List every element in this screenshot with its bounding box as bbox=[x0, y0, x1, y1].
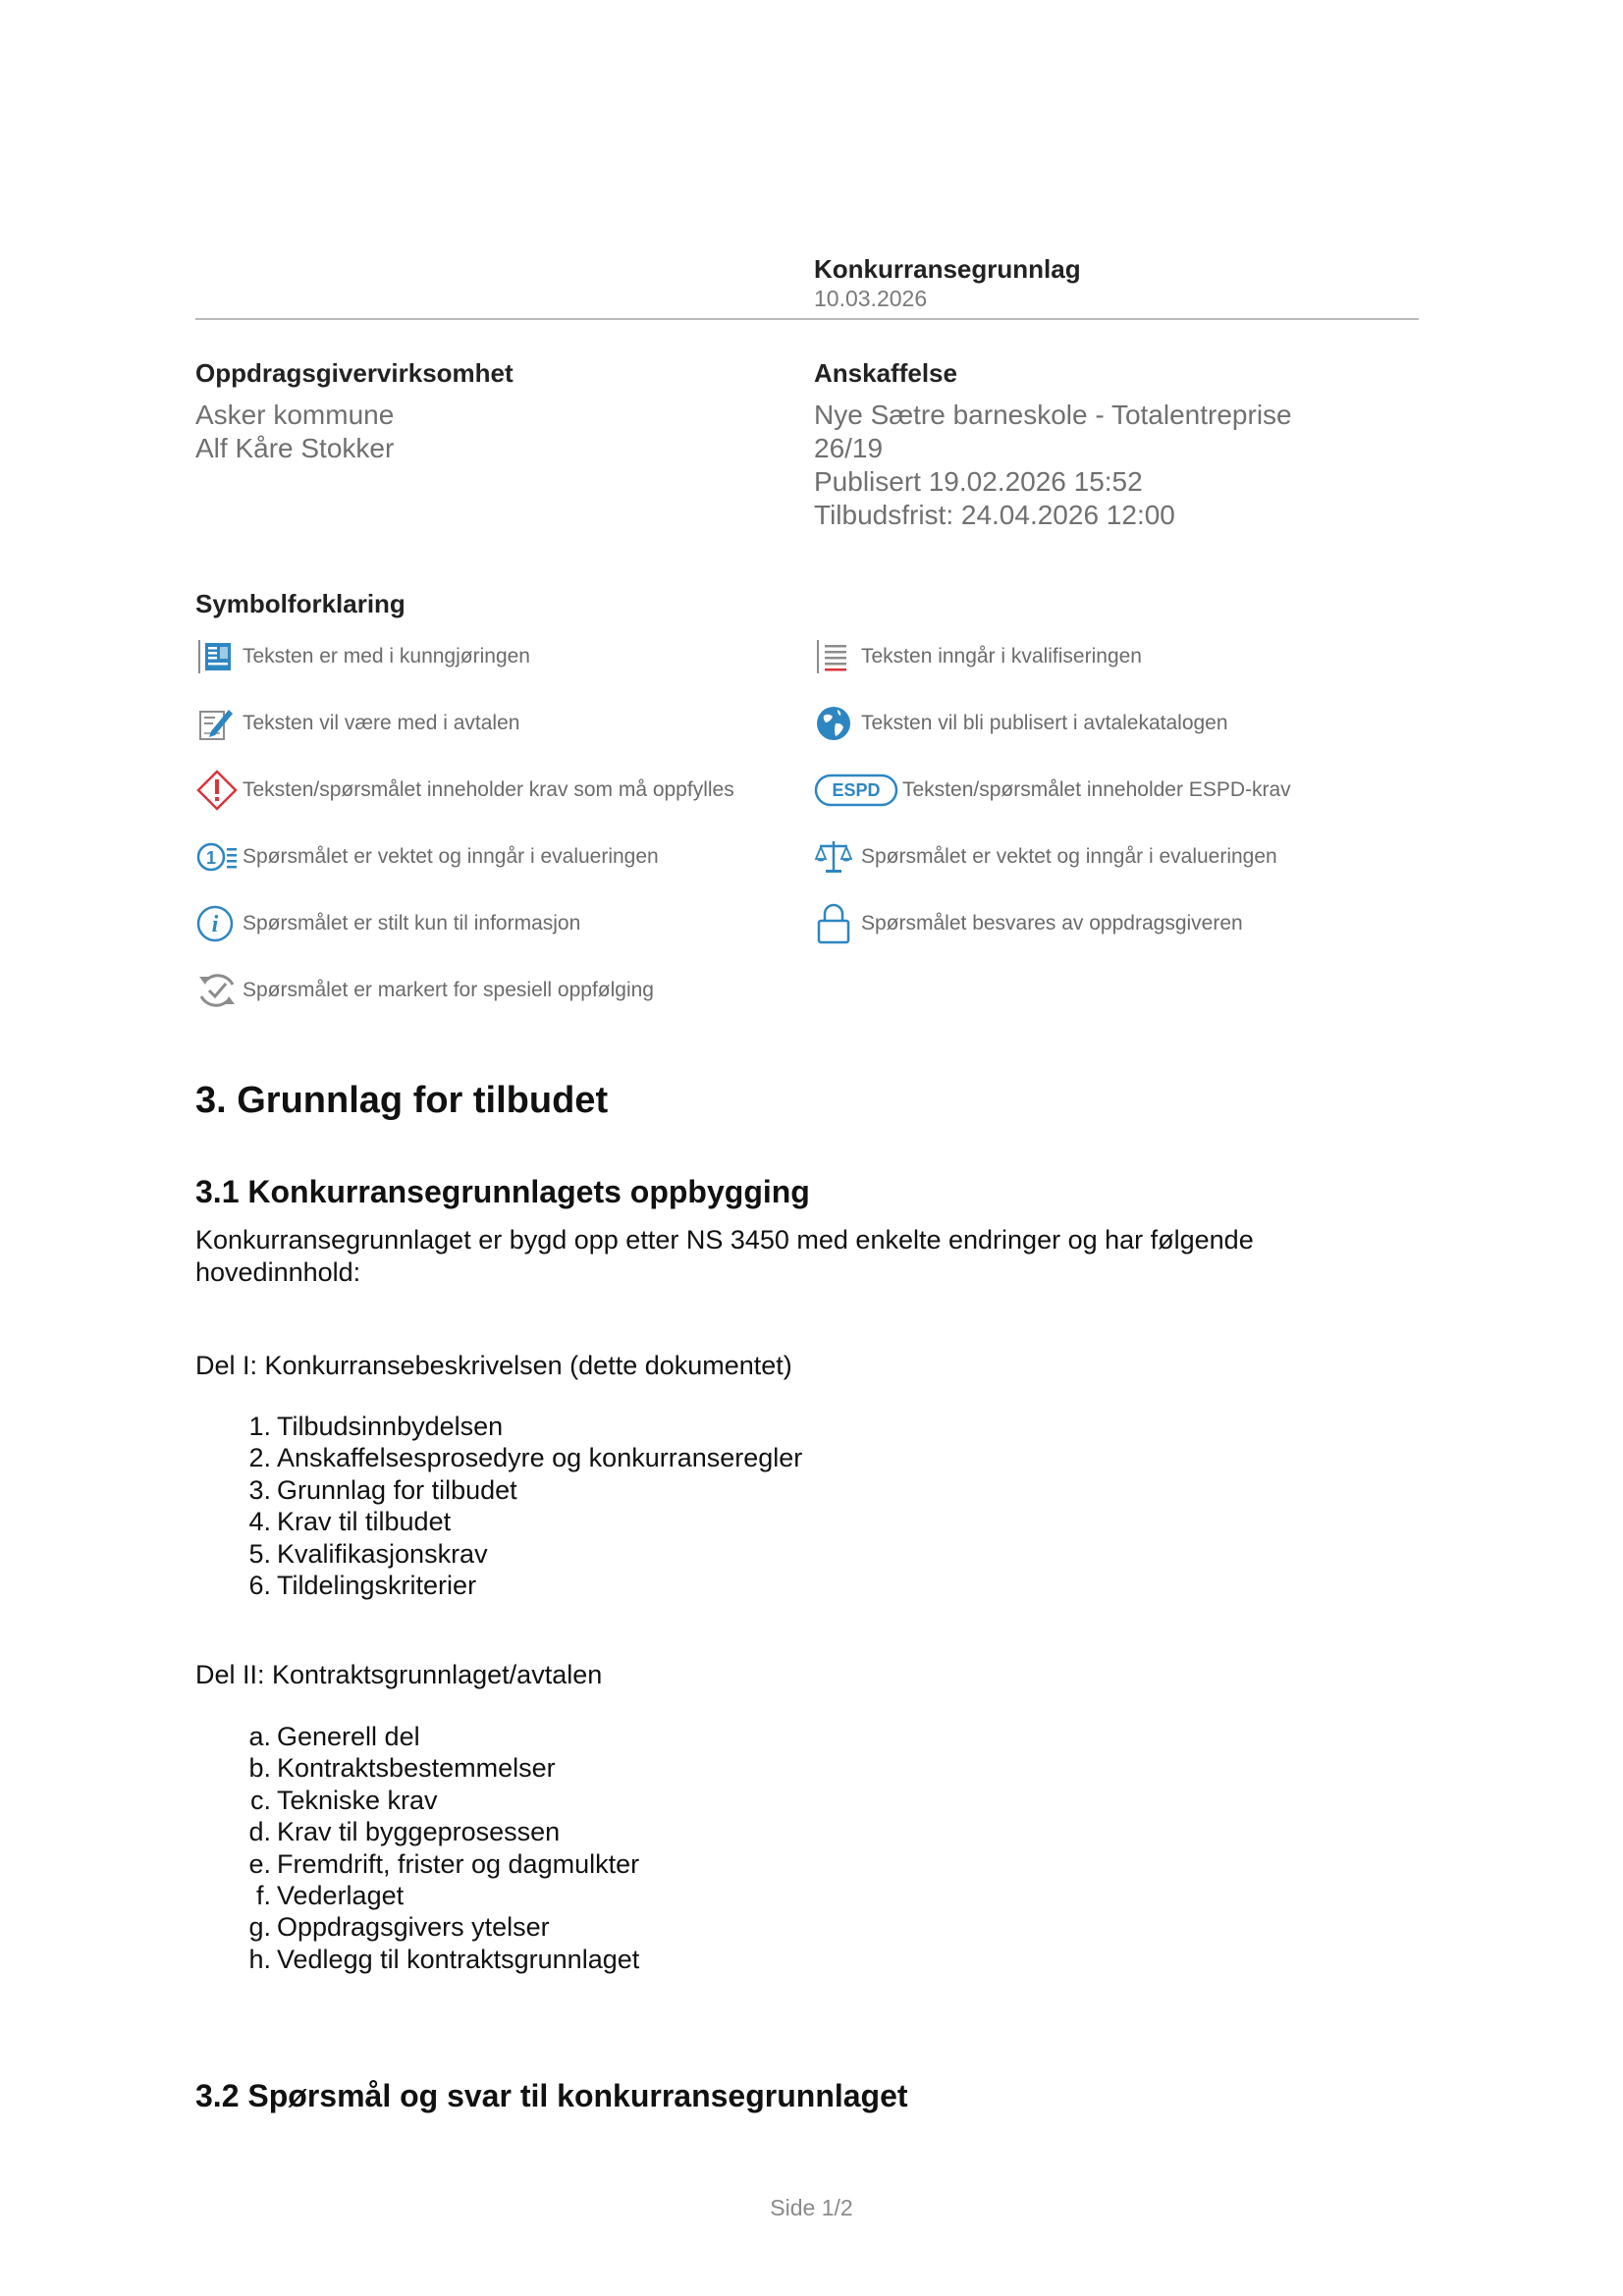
espd-badge-text: ESPD bbox=[832, 780, 881, 800]
document-type: Konkurransegrunnlag bbox=[814, 254, 1081, 284]
legend-item-espd bbox=[814, 768, 1291, 813]
subsection-intro: Konkurransegrunnlaget er bygd opp etter NS 3450 med enkelte endringer og har følgende hovedinnhold: bbox=[195, 1225, 1254, 1287]
announcement-icon bbox=[195, 634, 243, 679]
list-text: Krav til tilbudet bbox=[277, 1507, 452, 1537]
list-text: Tilbudsinnbydelsen bbox=[277, 1412, 504, 1441]
weighted-number-text: 1 bbox=[205, 848, 217, 868]
list-marker: 4. bbox=[248, 1507, 271, 1537]
list-item bbox=[236, 1721, 639, 1752]
legend-label: Spørsmålet er stilt kun til informasjon bbox=[243, 912, 581, 934]
list-marker: 3. bbox=[248, 1474, 271, 1505]
list-item bbox=[236, 1538, 802, 1570]
list-item bbox=[236, 1474, 802, 1506]
list-text: Vederlaget bbox=[277, 1881, 405, 1911]
list-text: Anskaffelsesprosedyre og konkurranseregler bbox=[277, 1443, 803, 1473]
list-item bbox=[236, 1570, 802, 1601]
legend-label: Spørsmålet er markert for spesiell oppfølging bbox=[243, 979, 654, 1001]
procurement-info bbox=[814, 357, 1292, 532]
list-marker: 6. bbox=[248, 1571, 271, 1601]
list-item bbox=[236, 1911, 639, 1943]
legend-item-qualification bbox=[814, 634, 1142, 679]
procurement-heading: Anskaffelse bbox=[814, 358, 957, 388]
list-marker: 5. bbox=[248, 1538, 271, 1569]
list-text: Krav til byggeprosessen bbox=[277, 1817, 561, 1847]
legend-label: Teksten vil bli publisert i avtalekatalogen bbox=[861, 712, 1228, 734]
legend-label: Teksten inngår i kvalifiseringen bbox=[861, 645, 1142, 667]
subsection-title-3-1: 3.1 Konkurransegrunnlagets oppbygging bbox=[195, 1174, 810, 1209]
document-header bbox=[814, 253, 1081, 312]
legend-item-announcement bbox=[195, 634, 530, 679]
section-title: 3. Grunnlag for tilbudet bbox=[195, 1080, 609, 1121]
client-info bbox=[195, 357, 514, 465]
list-text: Tekniske krav bbox=[277, 1785, 438, 1815]
list-item bbox=[236, 1752, 639, 1784]
legend-label: Teksten/spørsmålet inneholder ESPD-krav bbox=[902, 778, 1291, 801]
list-text: Grunnlag for tilbudet bbox=[277, 1474, 517, 1505]
part2-title: Del II: Kontraktsgrunnlaget/avtalen bbox=[195, 1660, 603, 1689]
info-icon-text: i bbox=[211, 912, 219, 937]
part2-list bbox=[236, 1721, 639, 1975]
info-icon bbox=[195, 901, 243, 946]
list-marker: d. bbox=[248, 1817, 271, 1847]
list-item bbox=[236, 1816, 639, 1847]
espd-badge-icon bbox=[814, 768, 902, 813]
procurement-title: Nye Sætre barneskole - Totalentreprise bbox=[814, 400, 1292, 430]
part1-list bbox=[236, 1411, 802, 1601]
document-date: 10.03.2026 bbox=[814, 286, 928, 311]
list-marker: c. bbox=[249, 1785, 271, 1815]
legend-label: Teksten/spørsmålet inneholder krav som må oppfylles bbox=[243, 778, 734, 801]
scales-icon bbox=[814, 834, 861, 880]
list-text: Vedlegg til kontraktsgrunnlaget bbox=[277, 1944, 640, 1974]
procurement-reference: 26/19 bbox=[814, 433, 884, 463]
followup-check-icon bbox=[195, 968, 243, 1013]
legend-item-scales bbox=[814, 834, 1277, 880]
list-item bbox=[236, 1442, 802, 1473]
list-marker: 1. bbox=[248, 1412, 271, 1441]
legend-title: Symbolforklaring bbox=[195, 589, 406, 618]
list-text: Oppdragsgivers ytelser bbox=[277, 1912, 550, 1943]
list-item bbox=[236, 1944, 639, 1975]
client-name: Asker kommune bbox=[195, 400, 395, 430]
list-item bbox=[236, 1848, 639, 1880]
list-text: Kontraktsbestemmelser bbox=[277, 1753, 556, 1784]
subsection-title-3-2: 3.2 Spørsmål og svar til konkurransegrunnlaget bbox=[195, 2078, 908, 2113]
legend-item-requirement bbox=[195, 768, 734, 813]
procurement-published: Publisert 19.02.2026 15:52 bbox=[814, 466, 1143, 497]
list-item bbox=[236, 1506, 802, 1537]
list-marker: f. bbox=[255, 1881, 271, 1911]
legend-label: Teksten vil være med i avtalen bbox=[243, 712, 520, 734]
header-divider bbox=[195, 318, 1419, 320]
page-number: Side 1/2 bbox=[770, 2195, 853, 2220]
client-contact: Alf Kåre Stokker bbox=[195, 433, 395, 463]
list-text: Generell del bbox=[277, 1722, 420, 1751]
legend-label: Spørsmålet er vektet og inngår i evalueringen bbox=[243, 845, 659, 868]
legend-item-info bbox=[195, 901, 580, 946]
legend-item-followup bbox=[195, 968, 654, 1013]
legend-item-lock bbox=[814, 901, 1243, 946]
lock-icon bbox=[814, 901, 861, 946]
legend-label: Teksten er med i kunngjøringen bbox=[243, 645, 530, 667]
list-text: Kvalifikasjonskrav bbox=[277, 1538, 488, 1569]
weighted-number-icon bbox=[195, 834, 243, 880]
list-marker: g. bbox=[248, 1912, 271, 1943]
part1-title: Del I: Konkurransebeskrivelsen (dette dokumentet) bbox=[195, 1351, 792, 1380]
list-item bbox=[236, 1411, 802, 1442]
legend-item-contract bbox=[195, 701, 519, 746]
contract-edit-icon bbox=[195, 701, 243, 746]
legend-label: Spørsmålet besvares av oppdragsgiveren bbox=[861, 912, 1243, 934]
list-text: Fremdrift, frister og dagmulkter bbox=[277, 1848, 640, 1879]
legend-item-globe bbox=[814, 701, 1228, 746]
client-heading: Oppdragsgivervirksomhet bbox=[195, 358, 514, 388]
list-marker: e. bbox=[248, 1848, 271, 1879]
warning-diamond-icon bbox=[195, 768, 243, 813]
list-text: Tildelingskriterier bbox=[277, 1571, 477, 1601]
list-item bbox=[236, 1880, 639, 1911]
qualification-list-icon bbox=[814, 634, 861, 679]
list-marker: h. bbox=[248, 1944, 271, 1974]
procurement-deadline: Tilbudsfrist: 24.04.2026 12:00 bbox=[814, 500, 1175, 530]
legend-item-weighted bbox=[195, 834, 659, 880]
list-marker: a. bbox=[248, 1722, 271, 1751]
globe-icon bbox=[814, 701, 861, 746]
list-marker: b. bbox=[248, 1753, 271, 1784]
list-marker: 2. bbox=[248, 1443, 271, 1473]
legend-label: Spørsmålet er vektet og inngår i evalueringen bbox=[861, 845, 1277, 868]
list-item bbox=[236, 1785, 639, 1816]
